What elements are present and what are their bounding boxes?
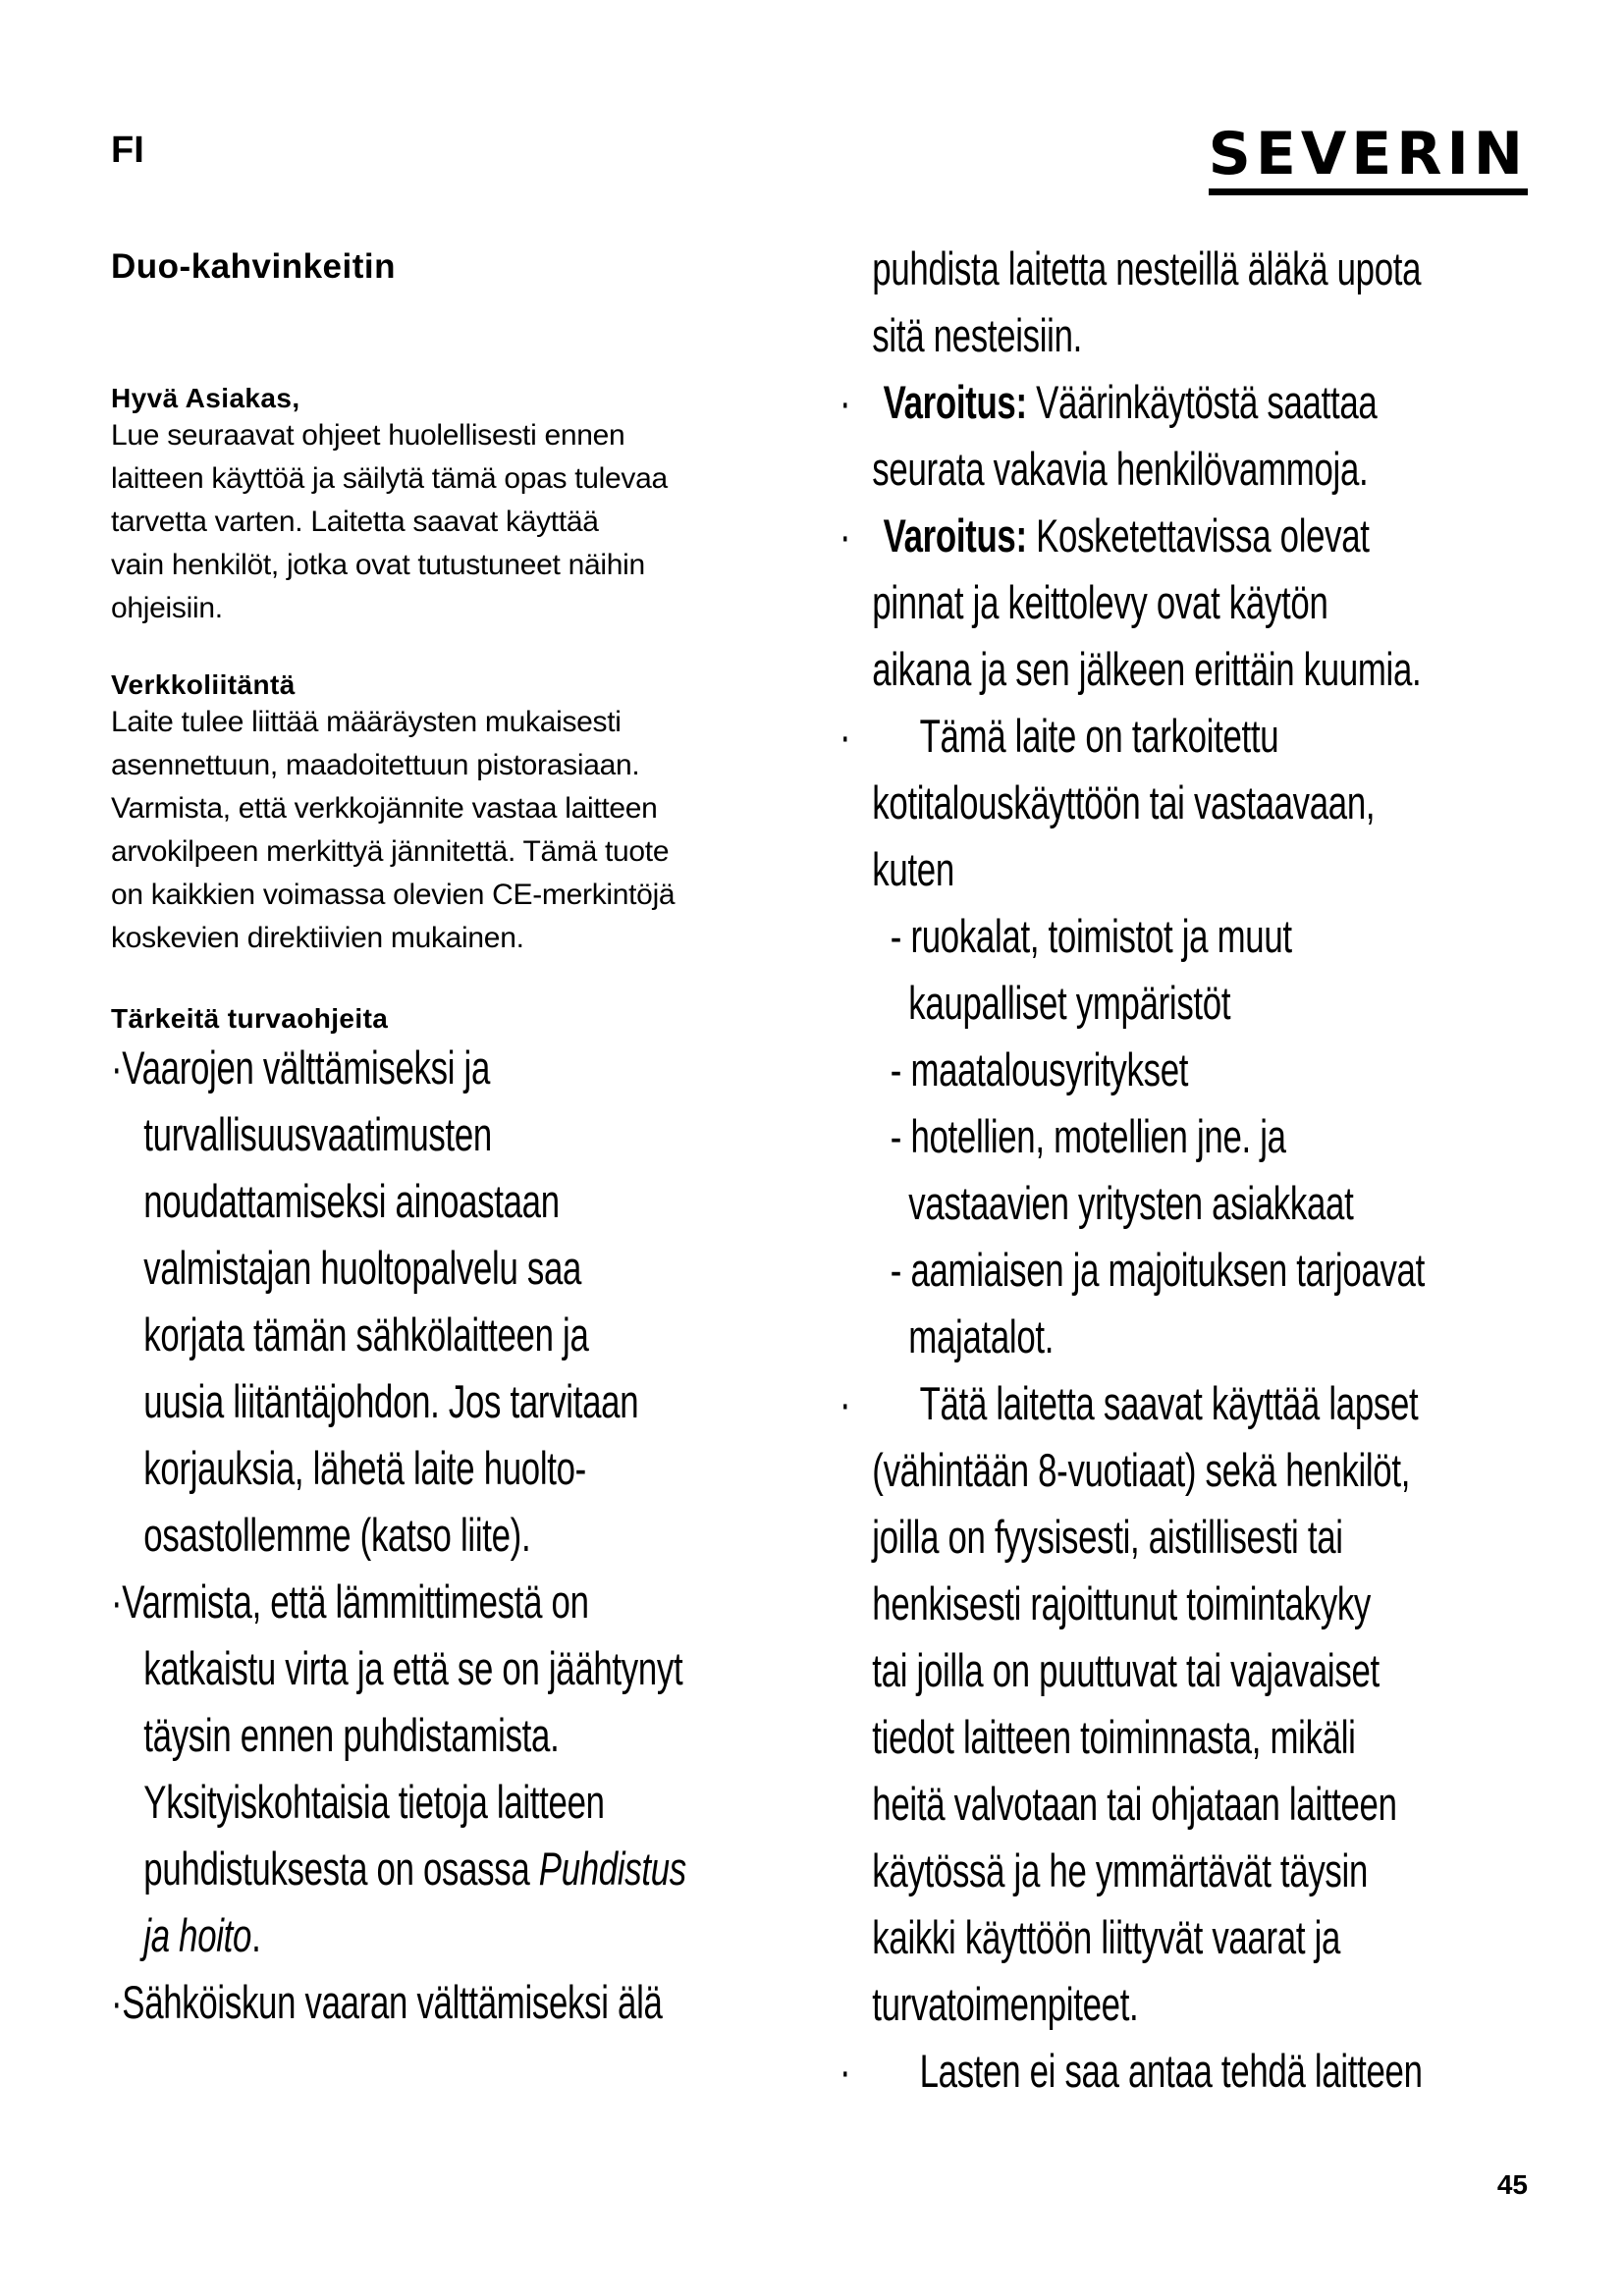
text-line: seurata vakavia henkilövammoja. xyxy=(872,443,1369,495)
safety-item-electric xyxy=(111,1969,817,2036)
bullet: · xyxy=(111,1976,123,2028)
text-line: kaikki käyttöön liittyvät vaarat ja xyxy=(872,1911,1341,1963)
text-line: täysin ennen puhdistamista. xyxy=(143,1709,560,1761)
text-line: asennettuun, maadoitettuun pistorasiaan. xyxy=(111,749,640,781)
safety-list-continued xyxy=(839,236,1526,2105)
safety-item-cleaning xyxy=(111,1569,817,1969)
text-line: Lasten ei saa antaa tehdä laitteen xyxy=(919,2045,1423,2097)
network-paragraph xyxy=(111,701,818,960)
text-line: valmistajan huoltopalvelu saa xyxy=(143,1242,582,1294)
safety-list xyxy=(111,1035,817,2036)
text-line: tai joilla on puuttuvat tai vajavaiset xyxy=(872,1644,1380,1696)
bullet: · xyxy=(839,509,851,561)
text-line: puhdistuksesta on osassa Puhdistus xyxy=(143,1842,686,1895)
network-heading: Verkkoliitäntä xyxy=(111,669,296,700)
text-line: Lue seuraavat ohjeet huolellisesti ennen xyxy=(111,419,625,452)
sub-item: majatalot. xyxy=(908,1310,1055,1362)
text-line: korjata tämän sähkölaitteen ja xyxy=(143,1308,589,1361)
sub-item: - hotellien, motellien jne. ja xyxy=(890,1110,1286,1162)
text-line: puhdista laitetta nesteillä äläkä upota xyxy=(872,242,1422,294)
text-line: joilla on fyysisesti, aistillisesti tai xyxy=(872,1511,1343,1563)
text-line: Sähköiskun vaaran välttämiseksi älä xyxy=(122,1976,663,2028)
text-line: koskevien direktiivien mukainen. xyxy=(111,922,524,954)
text-line: osastollemme (katso liite). xyxy=(143,1509,531,1561)
page-number: 45 xyxy=(1496,2169,1528,2200)
bullet: · xyxy=(839,2045,851,2097)
safety-item-repairs xyxy=(111,1035,817,1569)
safety-heading: Tärkeitä turvaohjeita xyxy=(111,1003,389,1034)
greeting-paragraph xyxy=(111,414,818,630)
text-line: ohjeisiin. xyxy=(111,592,223,624)
text-line: Vaarojen välttämiseksi ja xyxy=(122,1041,491,1094)
text-line: aikana ja sen jälkeen erittäin kuumia. xyxy=(872,643,1422,695)
text-line: tiedot laitteen toiminnasta, mikäli xyxy=(872,1711,1356,1763)
text-line: Tämä laite on tarkoitettu xyxy=(919,710,1279,762)
bullet: · xyxy=(111,1575,123,1628)
text-line: uusia liitäntäjohdon. Jos tarvitaan xyxy=(143,1375,639,1427)
sub-item: - maatalousyritykset xyxy=(890,1043,1189,1095)
text-line: korjauksia, lähetä laite huolto- xyxy=(143,1442,586,1494)
section-reference: Puhdistus xyxy=(538,1842,686,1895)
text-line: heitä valvotaan tai ohjataan laitteen xyxy=(872,1778,1397,1830)
left-column xyxy=(111,247,818,2036)
product-title: Duo-kahvinkeitin xyxy=(111,247,396,286)
text-line: arvokilpeen merkittyä jännitettä. Tämä tuote xyxy=(111,835,670,868)
warning-hot-surfaces: · Varoitus: Kosketettavissa olevat pinnat ja keittolevy ovat käytön aikana ja sen jälkeen erittäin kuumia. xyxy=(839,503,1526,703)
bullet: · xyxy=(839,710,851,762)
text-line: Varmista, että lämmittimestä on xyxy=(122,1575,589,1628)
brand-logo: SEVERIN xyxy=(1209,126,1528,195)
greeting-heading: Hyvä Asiakas, xyxy=(111,383,300,413)
children-use xyxy=(839,1370,1526,2038)
sub-item: vastaavien yritysten asiakkaat xyxy=(908,1177,1354,1229)
text-line: turvatoimenpiteet. xyxy=(872,1978,1139,2030)
text-line: Tätä laitetta saavat käyttää lapset xyxy=(919,1377,1419,1429)
text-line: käytössä ja he ymmärtävät täysin xyxy=(872,1844,1369,1896)
text-line: vain henkilöt, jotka ovat tutustuneet näihin xyxy=(111,549,645,581)
text-line: katkaistu virta ja että se on jäähtynyt xyxy=(143,1642,683,1694)
bullet: · xyxy=(839,376,851,428)
text-line: tarvetta varten. Laitetta saavat käyttää xyxy=(111,506,599,538)
sub-item: kaupalliset ympäristöt xyxy=(908,977,1231,1029)
text-line: Laite tulee liittää määräysten mukaisesti xyxy=(111,706,622,738)
text-line: Yksityiskohtaisia tietoja laitteen xyxy=(143,1776,605,1828)
text-line: pinnat ja keittolevy ovat käytön xyxy=(872,576,1328,628)
text-line: laitteen käyttöä ja säilytä tämä opas tulevaa xyxy=(111,462,668,495)
children-cleaning xyxy=(839,2038,1526,2105)
text-line: kotitalouskäyttöön tai vastaavaan, xyxy=(872,776,1376,828)
warning-label: Varoitus: xyxy=(883,376,1027,428)
language-code: FI xyxy=(111,130,144,171)
intended-use xyxy=(839,703,1526,1370)
text-line: ja hoito. xyxy=(143,1909,261,1961)
sub-item: - ruokalat, toimistot ja muut xyxy=(890,910,1292,962)
text-line: kuten xyxy=(872,843,954,895)
text-line: sitä nesteisiin. xyxy=(872,309,1083,361)
bullet: · xyxy=(839,1377,851,1429)
warning-label: Varoitus: xyxy=(883,509,1027,561)
bullet: · xyxy=(111,1041,123,1094)
section-reference: ja hoito xyxy=(143,1909,252,1961)
warning-misuse: · Varoitus: Väärinkäytöstä saattaa seurata vakavia henkilövammoja. xyxy=(839,369,1526,503)
text-line: on kaikkien voimassa olevien CE-merkintöjä xyxy=(111,879,676,911)
sub-item: - aamiaisen ja majoituksen tarjoavat xyxy=(890,1244,1425,1296)
text-line: turvallisuusvaatimusten xyxy=(143,1108,492,1160)
text-line: Varmista, että verkkojännite vastaa laitteen xyxy=(111,792,658,825)
text-line: henkisesti rajoittunut toimintakyky xyxy=(872,1577,1372,1629)
text-line: (vähintään 8-vuotiaat) sekä henkilöt, xyxy=(872,1444,1411,1496)
text-line: noudattamiseksi ainoastaan xyxy=(143,1175,560,1227)
right-column xyxy=(839,242,1527,2105)
